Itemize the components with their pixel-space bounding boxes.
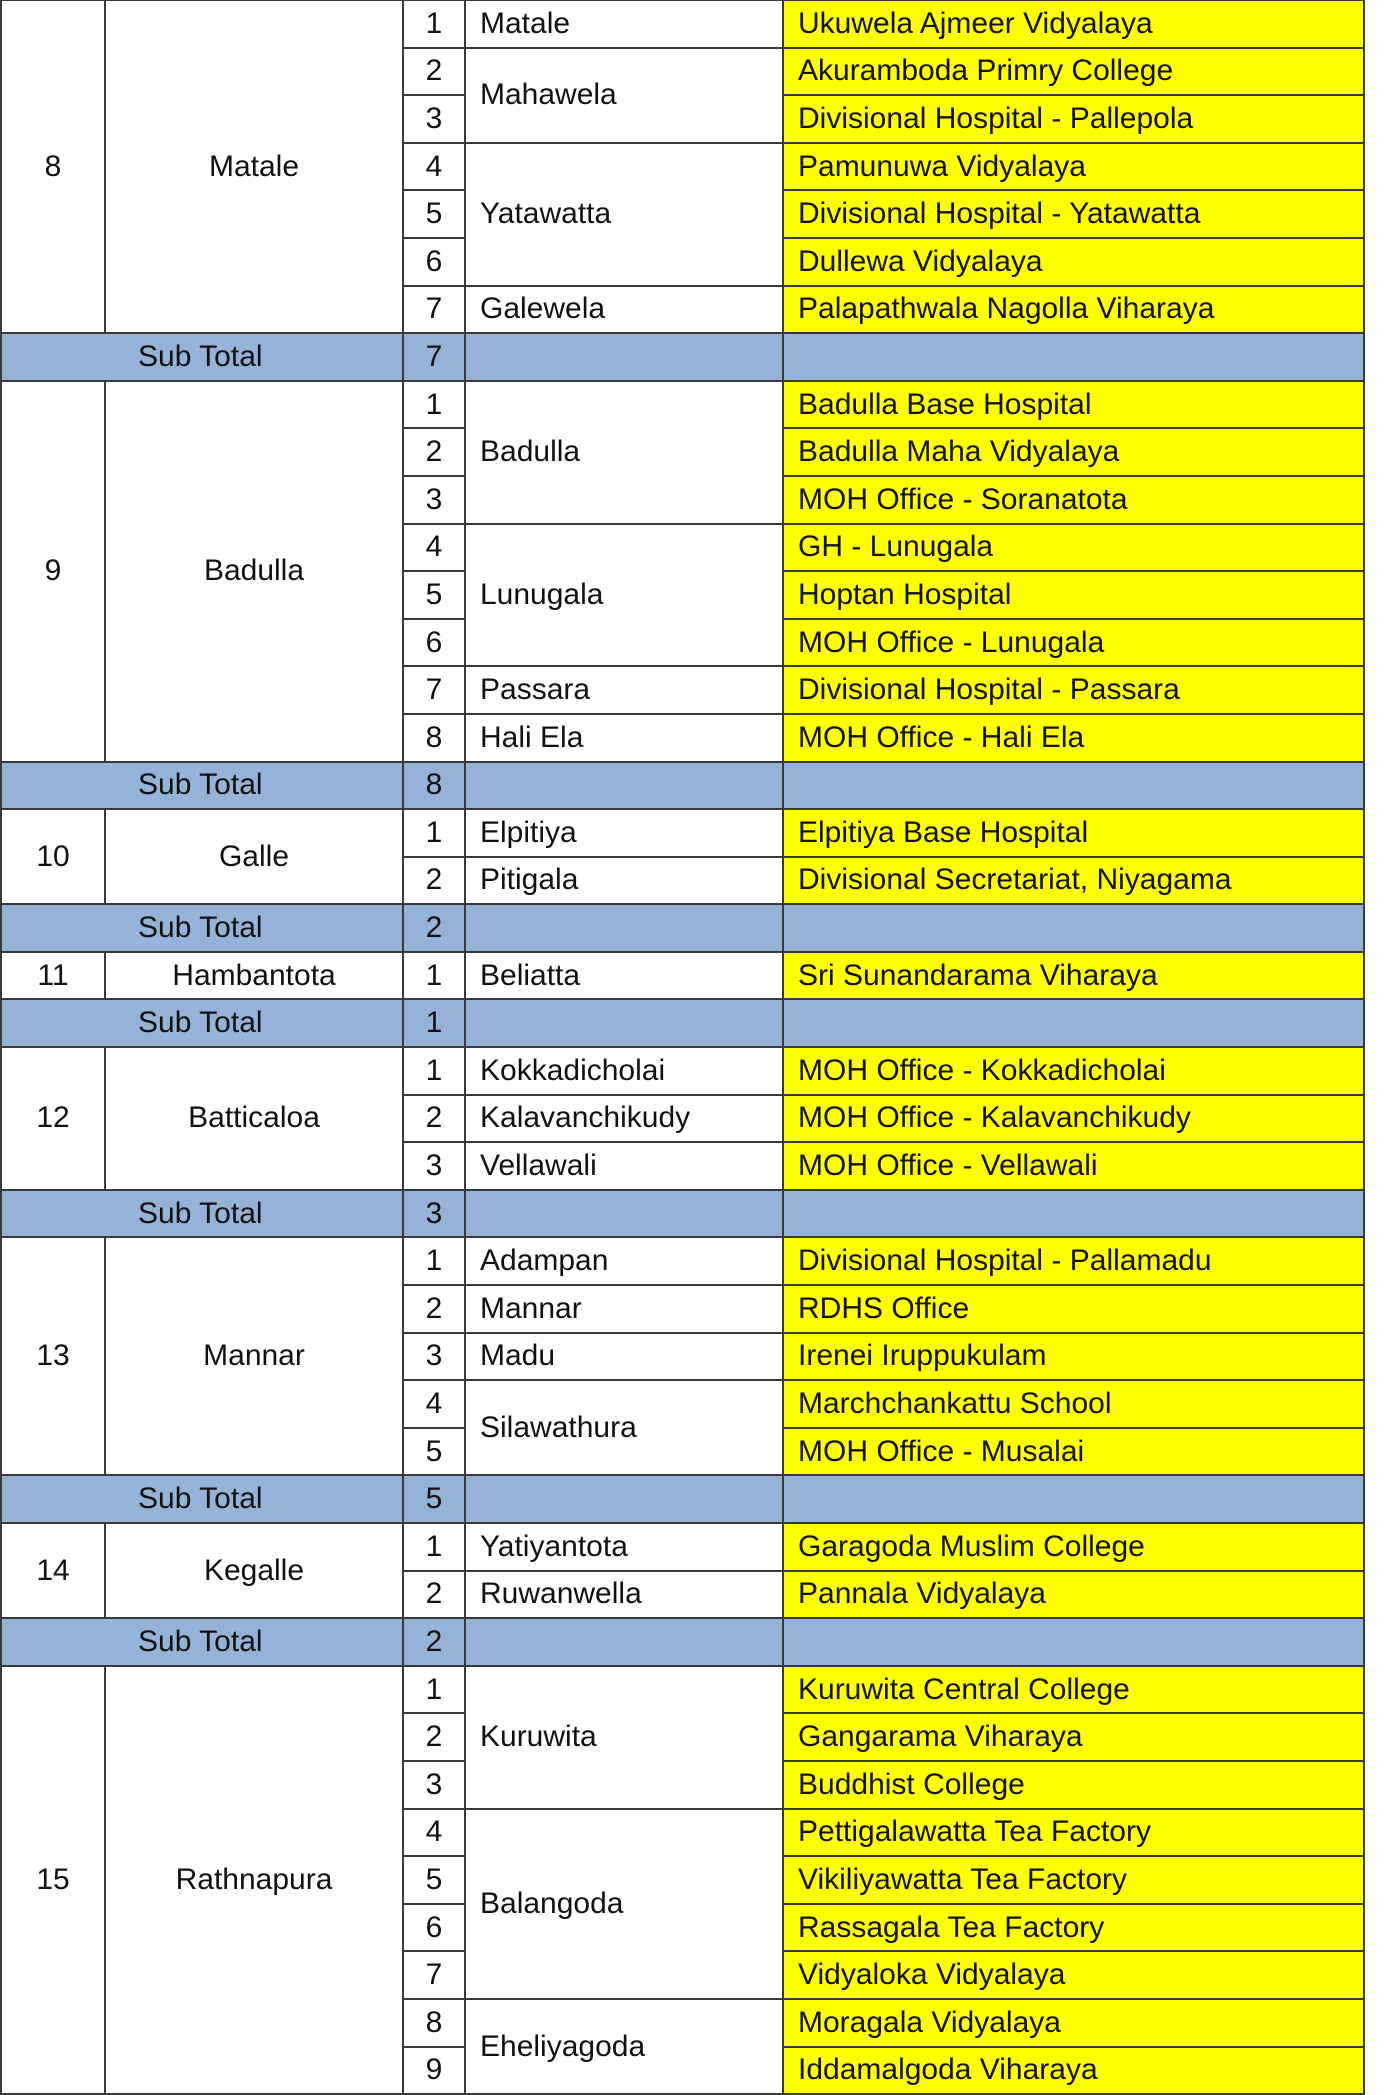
- subtotal-empty-cell: [465, 999, 783, 1047]
- location-cell: Palapathwala Nagolla Viharaya: [783, 286, 1364, 334]
- division-name-cell: Silawathura: [465, 1380, 783, 1475]
- division-name-cell: Kuruwita: [465, 1666, 783, 1809]
- site-number-cell: 2: [403, 48, 465, 96]
- site-number-cell: 3: [403, 1761, 465, 1809]
- division-name-cell: Pitigala: [465, 857, 783, 905]
- subtotal-row: [1, 1618, 1364, 1666]
- division-name-cell: Elpitiya: [465, 809, 783, 857]
- location-cell: RDHS Office: [783, 1285, 1364, 1333]
- location-cell: Ukuwela Ajmeer Vidyalaya: [783, 0, 1364, 48]
- division-name-cell: Eheliyagoda: [465, 1999, 783, 2094]
- site-number-cell: 4: [403, 143, 465, 191]
- district-name-cell: Kegalle: [105, 1523, 403, 1618]
- site-number-cell: 4: [403, 1380, 465, 1428]
- subtotal-row: [1, 1475, 1364, 1523]
- division-name-cell: Kalavanchikudy: [465, 1095, 783, 1143]
- subtotal-count: 2: [403, 904, 465, 952]
- district-name-cell: Mannar: [105, 1237, 403, 1475]
- district-name-cell: Batticaloa: [105, 1047, 403, 1190]
- table-row: [1, 1047, 1364, 1095]
- site-number-cell: 1: [403, 1523, 465, 1571]
- division-name-cell: Badulla: [465, 381, 783, 524]
- location-cell: Rassagala Tea Factory: [783, 1904, 1364, 1952]
- site-number-cell: 1: [403, 0, 465, 48]
- site-number-cell: 8: [403, 714, 465, 762]
- subtotal-count: 2: [403, 1618, 465, 1666]
- division-name-cell: Passara: [465, 666, 783, 714]
- subtotal-empty-cell: [783, 1190, 1364, 1238]
- location-cell: Vikiliyawatta Tea Factory: [783, 1856, 1364, 1904]
- site-number-cell: 7: [403, 666, 465, 714]
- location-cell: Dullewa Vidyalaya: [783, 238, 1364, 286]
- location-cell: Divisional Hospital - Yatawatta: [783, 190, 1364, 238]
- location-cell: Gangarama Viharaya: [783, 1713, 1364, 1761]
- site-number-cell: 1: [403, 1237, 465, 1285]
- subtotal-count: 1: [403, 999, 465, 1047]
- site-number-cell: 2: [403, 1571, 465, 1619]
- subtotal-empty-cell: [783, 1475, 1364, 1523]
- subtotal-label: Sub Total: [1, 333, 403, 381]
- location-cell: Hoptan Hospital: [783, 571, 1364, 619]
- table-row: [1, 952, 1364, 1000]
- subtotal-empty-cell: [783, 999, 1364, 1047]
- location-cell: Divisional Hospital - Pallamadu: [783, 1237, 1364, 1285]
- division-name-cell: Yatiyantota: [465, 1523, 783, 1571]
- table-row: [1, 1237, 1364, 1285]
- subtotal-label: Sub Total: [1, 904, 403, 952]
- location-cell: Pamunuwa Vidyalaya: [783, 143, 1364, 191]
- site-number-cell: 1: [403, 381, 465, 429]
- subtotal-count: 7: [403, 333, 465, 381]
- site-number-cell: 5: [403, 571, 465, 619]
- site-number-cell: 2: [403, 1713, 465, 1761]
- division-name-cell: Ruwanwella: [465, 1571, 783, 1619]
- site-number-cell: 8: [403, 1999, 465, 2047]
- location-cell: MOH Office - Soranatota: [783, 476, 1364, 524]
- site-number-cell: 2: [403, 1095, 465, 1143]
- location-cell: MOH Office - Musalai: [783, 1428, 1364, 1476]
- district-number-cell: 11: [1, 952, 105, 1000]
- location-cell: MOH Office - Vellawali: [783, 1142, 1364, 1190]
- division-name-cell: Hali Ela: [465, 714, 783, 762]
- subtotal-empty-cell: [465, 762, 783, 810]
- site-number-cell: 5: [403, 190, 465, 238]
- site-number-cell: 6: [403, 1904, 465, 1952]
- site-number-cell: 4: [403, 1809, 465, 1857]
- district-number-cell: 10: [1, 809, 105, 904]
- site-number-cell: 3: [403, 1142, 465, 1190]
- division-name-cell: Kokkadicholai: [465, 1047, 783, 1095]
- location-cell: Moragala Vidyalaya: [783, 1999, 1364, 2047]
- subtotal-count: 5: [403, 1475, 465, 1523]
- location-cell: Kuruwita Central College: [783, 1666, 1364, 1714]
- site-number-cell: 3: [403, 95, 465, 143]
- district-name-cell: Rathnapura: [105, 1666, 403, 2094]
- district-name-cell: Badulla: [105, 381, 403, 762]
- site-number-cell: 1: [403, 952, 465, 1000]
- subtotal-row: [1, 999, 1364, 1047]
- subtotal-empty-cell: [465, 1190, 783, 1238]
- location-cell: Pannala Vidyalaya: [783, 1571, 1364, 1619]
- location-cell: Divisional Secretariat, Niyagama: [783, 857, 1364, 905]
- subtotal-empty-cell: [783, 904, 1364, 952]
- subtotal-empty-cell: [465, 1618, 783, 1666]
- site-number-cell: 7: [403, 1951, 465, 1999]
- subtotal-label: Sub Total: [1, 1475, 403, 1523]
- subtotal-label: Sub Total: [1, 762, 403, 810]
- division-name-cell: Galewela: [465, 286, 783, 334]
- division-name-cell: Vellawali: [465, 1142, 783, 1190]
- site-number-cell: 7: [403, 286, 465, 334]
- subtotal-empty-cell: [465, 1475, 783, 1523]
- division-name-cell: Balangoda: [465, 1809, 783, 1999]
- division-name-cell: Mannar: [465, 1285, 783, 1333]
- district-name-cell: Hambantota: [105, 952, 403, 1000]
- table-row: [1, 1523, 1364, 1571]
- site-number-cell: 1: [403, 1666, 465, 1714]
- district-number-cell: 12: [1, 1047, 105, 1190]
- table-row: [1, 0, 1364, 48]
- subtotal-empty-cell: [783, 1618, 1364, 1666]
- site-number-cell: 1: [403, 1047, 465, 1095]
- site-number-cell: 3: [403, 476, 465, 524]
- subtotal-empty-cell: [783, 333, 1364, 381]
- table-row: [1, 381, 1364, 429]
- site-number-cell: 3: [403, 1333, 465, 1381]
- subtotal-empty-cell: [465, 904, 783, 952]
- table-body: [1, 0, 1364, 2094]
- site-number-cell: 1: [403, 809, 465, 857]
- location-cell: MOH Office - Lunugala: [783, 619, 1364, 667]
- division-name-cell: Beliatta: [465, 952, 783, 1000]
- location-cell: Pettigalawatta Tea Factory: [783, 1809, 1364, 1857]
- subtotal-count: 3: [403, 1190, 465, 1238]
- district-name-cell: Matale: [105, 0, 403, 333]
- location-cell: Badulla Maha Vidyalaya: [783, 428, 1364, 476]
- subtotal-row: [1, 333, 1364, 381]
- location-cell: GH - Lunugala: [783, 524, 1364, 572]
- site-number-cell: 2: [403, 428, 465, 476]
- table-row: [1, 1666, 1364, 1714]
- location-cell: MOH Office - Kokkadicholai: [783, 1047, 1364, 1095]
- site-number-cell: 2: [403, 857, 465, 905]
- division-name-cell: Yatawatta: [465, 143, 783, 286]
- location-cell: Divisional Hospital - Pallepola: [783, 95, 1364, 143]
- location-cell: Akuramboda Primry College: [783, 48, 1364, 96]
- location-cell: Divisional Hospital - Passara: [783, 666, 1364, 714]
- location-cell: MOH Office - Hali Ela: [783, 714, 1364, 762]
- location-cell: Garagoda Muslim College: [783, 1523, 1364, 1571]
- site-number-cell: 6: [403, 619, 465, 667]
- subtotal-empty-cell: [465, 333, 783, 381]
- subtotal-label: Sub Total: [1, 999, 403, 1047]
- site-number-cell: 6: [403, 238, 465, 286]
- division-name-cell: Adampan: [465, 1237, 783, 1285]
- site-number-cell: 4: [403, 524, 465, 572]
- subtotal-empty-cell: [783, 762, 1364, 810]
- subtotal-row: [1, 762, 1364, 810]
- subtotal-count: 8: [403, 762, 465, 810]
- table-row: [1, 809, 1364, 857]
- division-name-cell: Mahawela: [465, 48, 783, 143]
- subtotal-label: Sub Total: [1, 1618, 403, 1666]
- site-number-cell: 5: [403, 1428, 465, 1476]
- division-name-cell: Madu: [465, 1333, 783, 1381]
- location-cell: Marchchankattu School: [783, 1380, 1364, 1428]
- division-name-cell: Lunugala: [465, 524, 783, 667]
- district-number-cell: 9: [1, 381, 105, 762]
- location-cell: Vidyaloka Vidyalaya: [783, 1951, 1364, 1999]
- division-name-cell: Matale: [465, 0, 783, 48]
- location-cell: Sri Sunandarama Viharaya: [783, 952, 1364, 1000]
- site-number-cell: 5: [403, 1856, 465, 1904]
- district-number-cell: 14: [1, 1523, 105, 1618]
- location-cell: Badulla Base Hospital: [783, 381, 1364, 429]
- subtotal-row: [1, 904, 1364, 952]
- location-cell: Buddhist College: [783, 1761, 1364, 1809]
- district-name-cell: Galle: [105, 809, 403, 904]
- district-number-cell: 8: [1, 0, 105, 333]
- site-number-cell: 9: [403, 2047, 465, 2095]
- subtotal-label: Sub Total: [1, 1190, 403, 1238]
- location-cell: Iddamalgoda Viharaya: [783, 2047, 1364, 2095]
- location-cell: Elpitiya Base Hospital: [783, 809, 1364, 857]
- site-number-cell: 2: [403, 1285, 465, 1333]
- subtotal-row: [1, 1190, 1364, 1238]
- district-number-cell: 13: [1, 1237, 105, 1475]
- location-cell: Irenei Iruppukulam: [783, 1333, 1364, 1381]
- location-cell: MOH Office - Kalavanchikudy: [783, 1095, 1364, 1143]
- district-number-cell: 15: [1, 1666, 105, 2094]
